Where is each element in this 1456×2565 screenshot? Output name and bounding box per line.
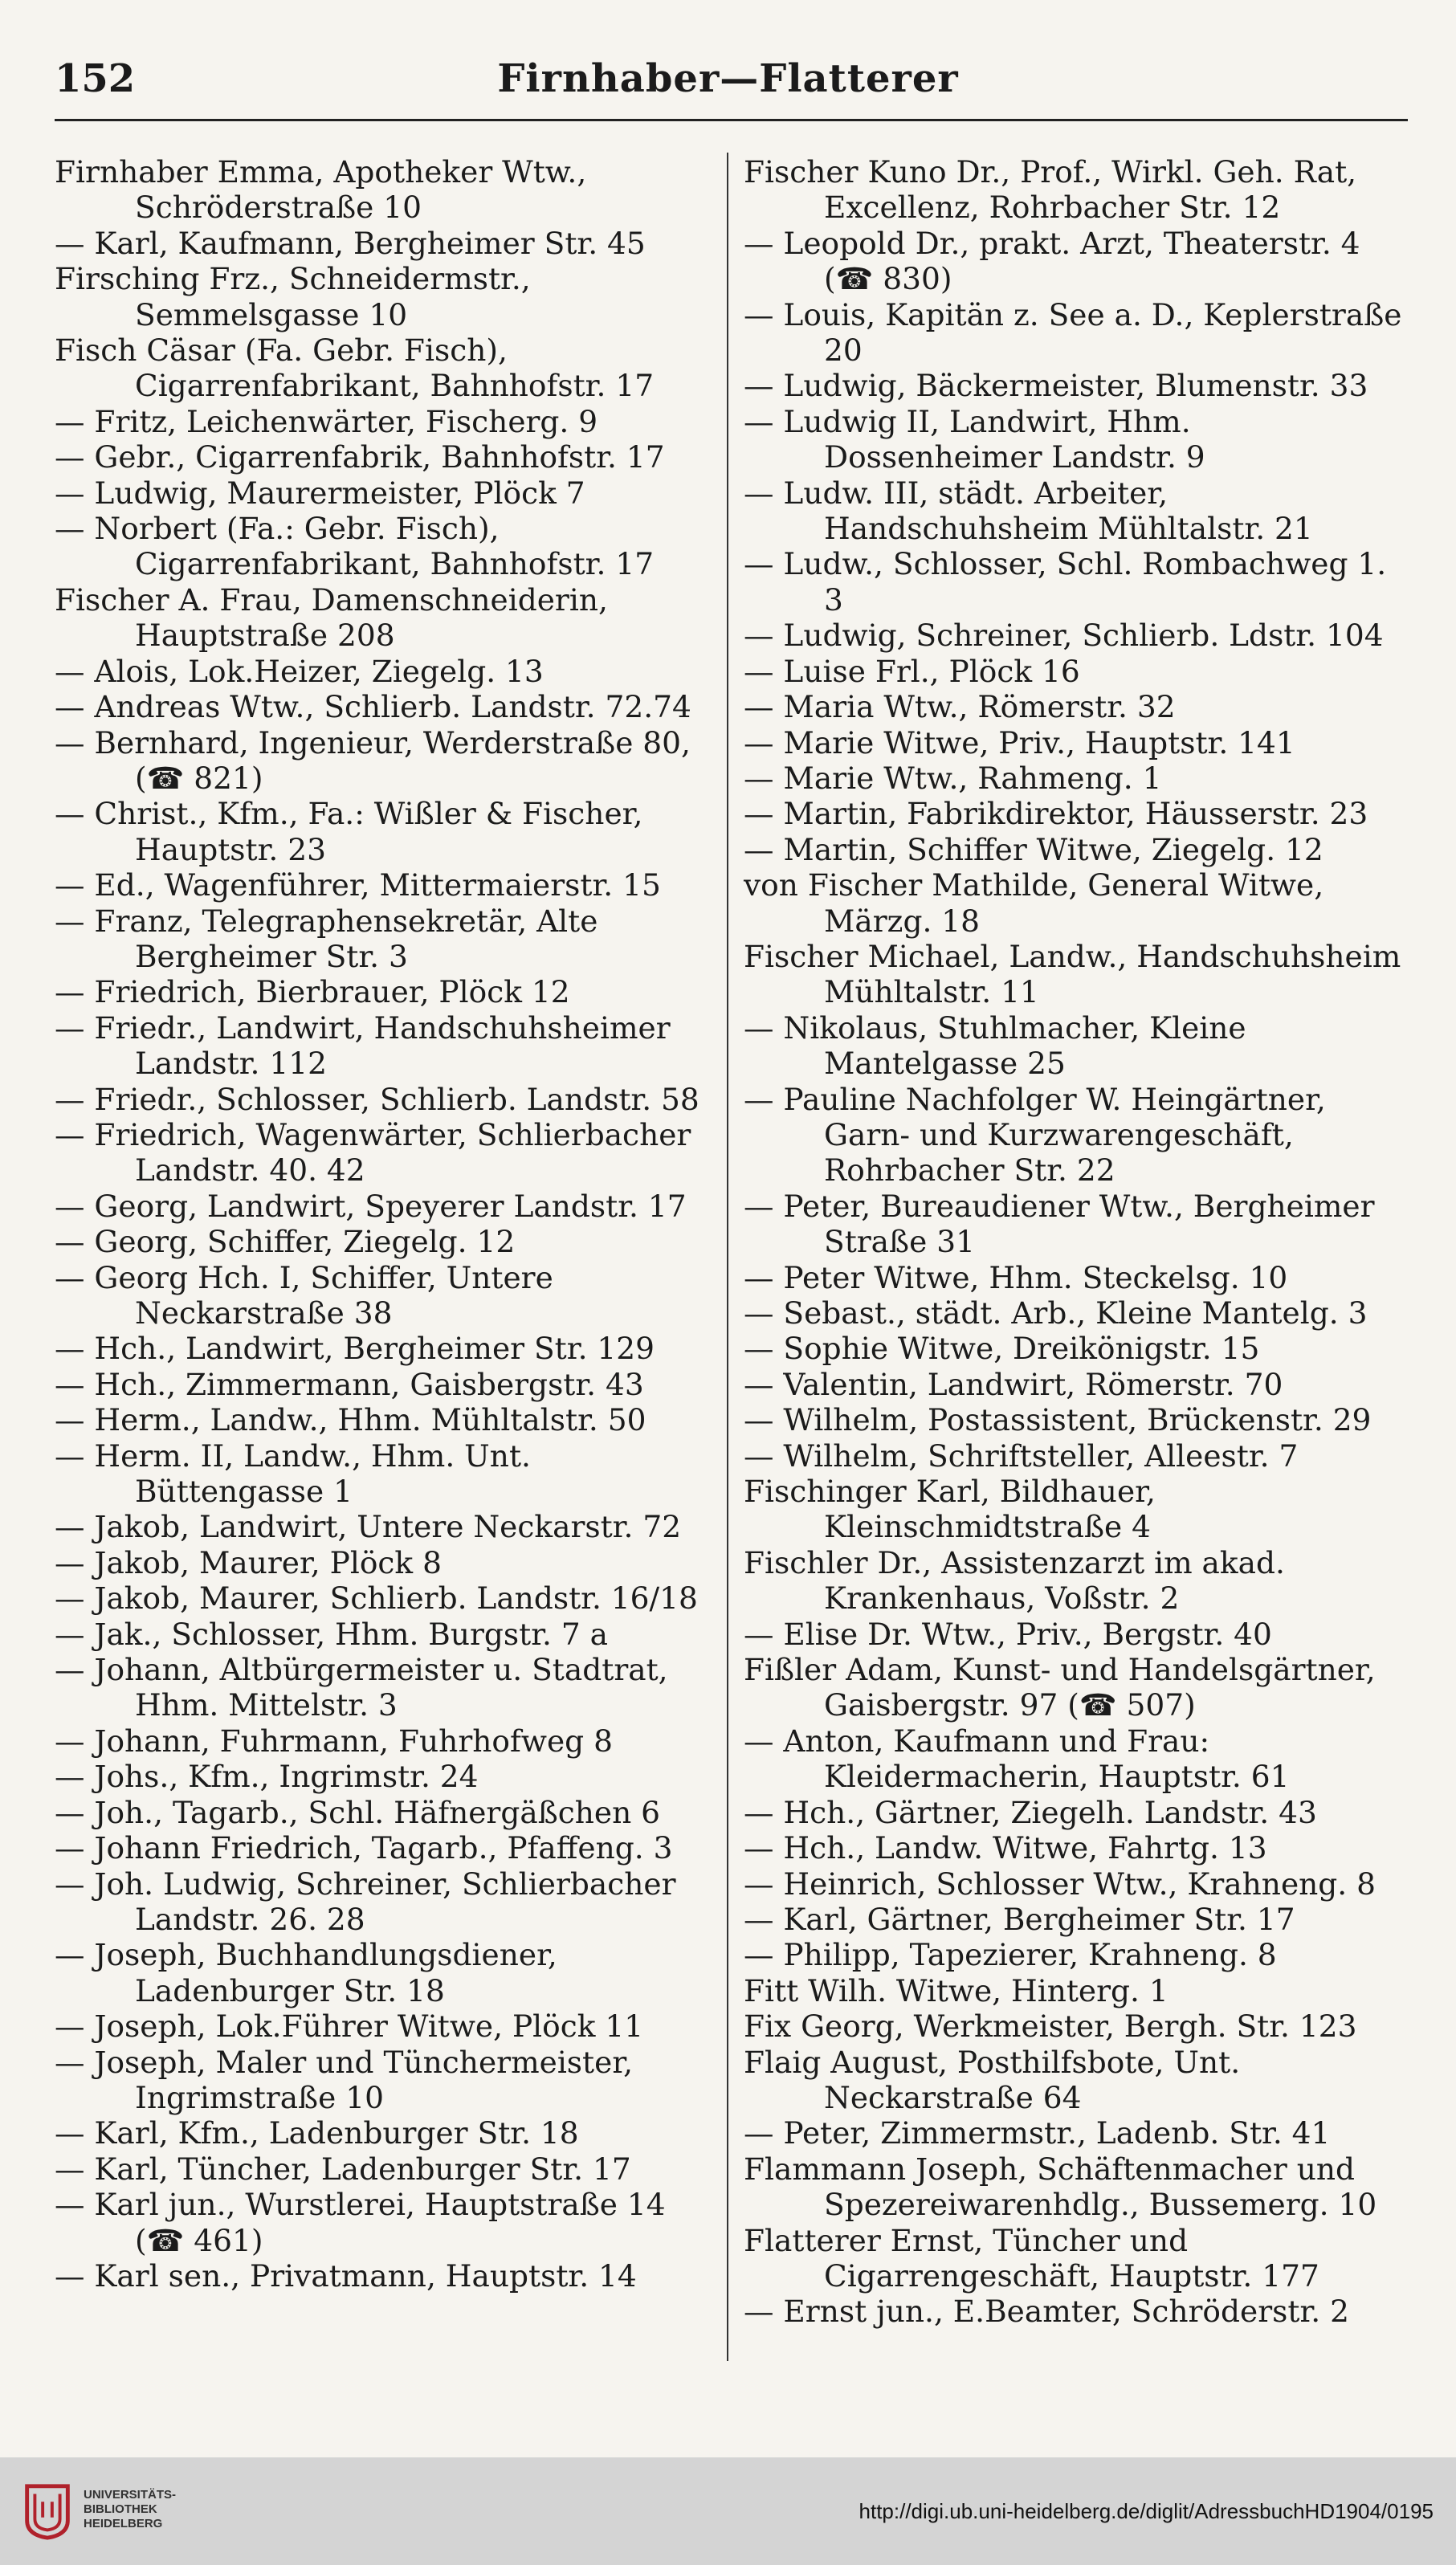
column-divider	[727, 153, 728, 2361]
directory-entry: — Georg, Landwirt, Speyerer Landstr. 17	[55, 1188, 687, 1224]
directory-entry: — Hch., Landwirt, Bergheimer Str. 129	[55, 1331, 655, 1367]
directory-entry: — Friedrich, Bierbrauer, Plöck 12	[55, 974, 570, 1010]
running-head: Firnhaber—Flatterer	[497, 56, 959, 101]
directory-entry: Fischer A. Frau, Damenschneiderin, Hauptstraße 208	[55, 581, 618, 654]
directory-entry: — Alois, Lok.Heizer, Ziegelg. 13	[55, 653, 544, 689]
directory-entry: — Jakob, Maurer, Plöck 8	[55, 1544, 442, 1580]
directory-entry: — Johann, Fuhrmann, Fuhrhofweg 8	[55, 1723, 613, 1759]
directory-entry: — Peter, Bureaudiener Wtw., Bergheimer Straße 31	[744, 1188, 1385, 1260]
directory-entry: Fischinger Karl, Bildhauer, Kleinschmidtstraße 4	[744, 1474, 1165, 1545]
directory-entry: — Luise Frl., Plöck 16	[744, 653, 1080, 689]
library-name	[84, 2488, 176, 2531]
directory-entry: — Karl, Kfm., Ladenburger Str. 18	[55, 2115, 579, 2151]
directory-entry: — Peter, Zimmermstr., Ladenb. Str. 41	[744, 2115, 1331, 2151]
directory-entry: — Karl jun., Wurstlerei, Hauptstraße 14 (☎ 461)	[55, 2187, 675, 2258]
directory-entry: — Friedr., Landwirt, Handschuhsheimer Landstr. 112	[55, 1009, 680, 1082]
directory-entry: Fißler Adam, Kunst- und Handelsgärtner, Gaisbergstr. 97 (☎ 507)	[744, 1652, 1385, 1723]
directory-entry: — Marie Wtw., Rahmeng. 1	[744, 760, 1162, 796]
directory-entry: — Marie Witwe, Priv., Hauptstr. 141	[744, 724, 1295, 761]
directory-entry: von Fischer Mathilde, General Witwe, Märzg. 18	[744, 867, 1334, 939]
directory-entry: Fix Georg, Werkmeister, Bergh. Str. 123	[744, 2008, 1357, 2045]
directory-entry: — Ludwig II, Landwirt, Hhm. Dossenheimer Landstr. 9	[744, 403, 1205, 475]
directory-entry: — Karl, Kaufmann, Bergheimer Str. 45	[55, 225, 646, 261]
directory-entry: — Peter Witwe, Hhm. Steckelsg. 10	[744, 1259, 1288, 1295]
directory-entry: — Bernhard, Ingenieur, Werderstraße 80, (☎ 821)	[55, 724, 700, 796]
directory-entry: — Maria Wtw., Römerstr. 32	[744, 689, 1176, 725]
directory-entry: Flaig August, Posthilfsbote, Unt. Neckarstraße 64	[744, 2044, 1250, 2115]
directory-entry: — Wilhelm, Postassistent, Brückenstr. 29	[744, 1402, 1372, 1438]
directory-entry: Fischer Kuno Dr., Prof., Wirkl. Geh. Rat, Excellenz, Rohrbacher Str. 12	[744, 154, 1366, 226]
directory-entry: — Ludw., Schlosser, Schl. Rombachweg 1. 3	[744, 546, 1397, 618]
directory-entry: — Ernst jun., E.Beamter, Schröderstr. 2	[744, 2294, 1349, 2330]
directory-entry: Flammann Joseph, Schäftenmacher und Spezereiwarenhdlg., Bussemerg. 10	[744, 2151, 1377, 2223]
directory-entry: — Herm., Landw., Hhm. Mühltalstr. 50	[55, 1402, 646, 1438]
directory-entry: — Pauline Nachfolger W. Heingärtner, Garn- und Kurzwarengeschäft, Rohrbacher Str. 22	[744, 1081, 1336, 1189]
directory-entry: — Nikolaus, Stuhlmacher, Kleine Mantelgasse 25	[744, 1009, 1256, 1082]
library-line-1: UNIVERSITÄTS-	[84, 2488, 177, 2502]
library-line-3: HEIDELBERG	[84, 2517, 163, 2530]
directory-entry: — Ludw. III, städt. Arbeiter, Handschuhsheim Mühltalstr. 21	[744, 475, 1313, 547]
directory-entry: — Joh. Ludwig, Schreiner, Schlierbacher Landstr. 26. 28	[55, 1866, 686, 1937]
directory-entry: — Jak., Schlosser, Hhm. Burgstr. 7 a	[55, 1616, 609, 1652]
directory-entry: — Karl, Tüncher, Ladenburger Str. 17	[55, 2151, 631, 2187]
directory-entry: — Norbert (Fa.: Gebr. Fisch), Cigarrenfabrikant, Bahnhofstr. 17	[55, 511, 655, 582]
header-rule	[55, 119, 1408, 121]
directory-entry: Fisch Cäsar (Fa. Gebr. Fisch), Cigarrenfabrikant, Bahnhofstr. 17	[55, 332, 655, 404]
directory-entry: — Ludwig, Bäckermeister, Blumenstr. 33	[744, 368, 1368, 404]
directory-entry: — Karl, Gärtner, Bergheimer Str. 17	[744, 1901, 1295, 1937]
directory-entry: — Hch., Gärtner, Ziegelh. Landstr. 43	[744, 1794, 1317, 1830]
right-column	[744, 154, 1410, 2330]
directory-entry: — Franz, Telegraphensekretär, Alte Bergheimer Str. 3	[55, 903, 608, 974]
directory-entry: — Ludwig, Schreiner, Schlierb. Ldstr. 104	[744, 618, 1384, 654]
directory-entry: — Joseph, Lok.Führer Witwe, Plöck 11	[55, 2008, 644, 2045]
directory-entry: — Fritz, Leichenwärter, Fischerg. 9	[55, 403, 598, 439]
directory-entry: Firnhaber Emma, Apotheker Wtw., Schröderstraße 10	[55, 154, 597, 226]
library-line-2: BIBLIOTHEK	[84, 2502, 157, 2516]
library-seal-icon	[16, 2480, 79, 2543]
directory-entry: — Christ., Kfm., Fa.: Wißler & Fischer, Hauptstr. 23	[55, 796, 653, 867]
left-column	[55, 154, 721, 2294]
directory-entry: — Friedr., Schlosser, Schlierb. Landstr. 58	[55, 1081, 699, 1117]
directory-entry: — Ed., Wagenführer, Mittermaierstr. 15	[55, 867, 661, 903]
directory-entry: — Martin, Schiffer Witwe, Ziegelg. 12	[744, 831, 1323, 867]
directory-entry: — Georg, Schiffer, Ziegelg. 12	[55, 1224, 516, 1260]
page-number: 152	[55, 56, 136, 101]
directory-entry: — Wilhelm, Schriftsteller, Alleestr. 7	[744, 1437, 1299, 1474]
directory-entry: — Louis, Kapitän z. See a. D., Keplerstraße 20	[744, 296, 1412, 369]
directory-entry: — Hch., Landw. Witwe, Fahrtg. 13	[744, 1830, 1267, 1866]
directory-entry: — Anton, Kaufmann und Frau: Kleidermacherin, Hauptstr. 61	[744, 1723, 1290, 1795]
directory-entry: — Georg Hch. I, Schiffer, Untere Neckarstraße 38	[55, 1259, 563, 1331]
directory-entry: — Sebast., städt. Arb., Kleine Mantelg. 3	[744, 1295, 1368, 1331]
directory-entry: — Friedrich, Wagenwärter, Schlierbacher Landstr. 40. 42	[55, 1116, 701, 1189]
directory-entry: Firsching Frz., Schneidermstr., Semmelsgasse 10	[55, 261, 540, 332]
directory-entry: — Martin, Fabrikdirektor, Häusserstr. 23	[744, 796, 1368, 832]
directory-entry: — Heinrich, Schlosser Wtw., Krahneng. 8	[744, 1866, 1376, 1902]
directory-entry: — Herm. II, Landw., Hhm. Unt. Büttengasse 1	[55, 1437, 540, 1510]
directory-entry: — Philipp, Tapezierer, Krahneng. 8	[744, 1937, 1277, 1973]
directory-entry: — Johann Friedrich, Tagarb., Pfaffeng. 3	[55, 1830, 673, 1866]
directory-entry: Flatterer Ernst, Tüncher und Cigarrengeschäft, Hauptstr. 177	[744, 2222, 1319, 2294]
directory-entry: — Karl sen., Privatmann, Hauptstr. 14	[55, 2257, 637, 2294]
directory-entry: — Leopold Dr., prakt. Arzt, Theaterstr. 4 (☎ 830)	[744, 225, 1370, 297]
directory-entry: — Valentin, Landwirt, Römerstr. 70	[744, 1366, 1283, 1402]
directory-entry: — Elise Dr. Wtw., Priv., Bergstr. 40	[744, 1616, 1272, 1652]
directory-entry: — Sophie Witwe, Dreikönigstr. 15	[744, 1331, 1260, 1367]
directory-entry: Fischler Dr., Assistenzarzt im akad. Krankenhaus, Voßstr. 2	[744, 1544, 1295, 1617]
directory-entry: — Hch., Zimmermann, Gaisbergstr. 43	[55, 1366, 644, 1402]
directory-entry: — Joh., Tagarb., Schl. Häfnergäßchen 6	[55, 1794, 661, 1830]
source-url-link[interactable]: http://digi.ub.uni-heidelberg.de/diglit/AdressbuchHD1904/0195	[859, 2499, 1434, 2523]
directory-entry: — Joseph, Buchhandlungsdiener, Ladenburger Str. 18	[55, 1937, 567, 2008]
directory-entry: — Joseph, Maler und Tünchermeister, Ingrimstraße 10	[55, 2044, 642, 2115]
directory-entry: — Gebr., Cigarrenfabrik, Bahnhofstr. 17	[55, 439, 665, 475]
directory-entry: — Andreas Wtw., Schlierb. Landstr. 72.74	[55, 689, 691, 725]
directory-entry: — Ludwig, Maurermeister, Plöck 7	[55, 475, 585, 511]
directory-entry: Fitt Wilh. Witwe, Hinterg. 1	[744, 1972, 1168, 2008]
directory-entry: — Jakob, Landwirt, Untere Neckarstr. 72	[55, 1509, 682, 1545]
directory-entry: Fischer Michael, Landw., Handschuhsheim Mühltalstr. 11	[744, 938, 1411, 1010]
footer-bar	[0, 2457, 1456, 2565]
directory-entry: — Jakob, Maurer, Schlierb. Landstr. 16/18	[55, 1580, 698, 1617]
directory-entry: — Johann, Altbürgermeister u. Stadtrat, Hhm. Mittelstr. 3	[55, 1652, 678, 1723]
directory-entry: — Johs., Kfm., Ingrimstr. 24	[55, 1759, 479, 1795]
